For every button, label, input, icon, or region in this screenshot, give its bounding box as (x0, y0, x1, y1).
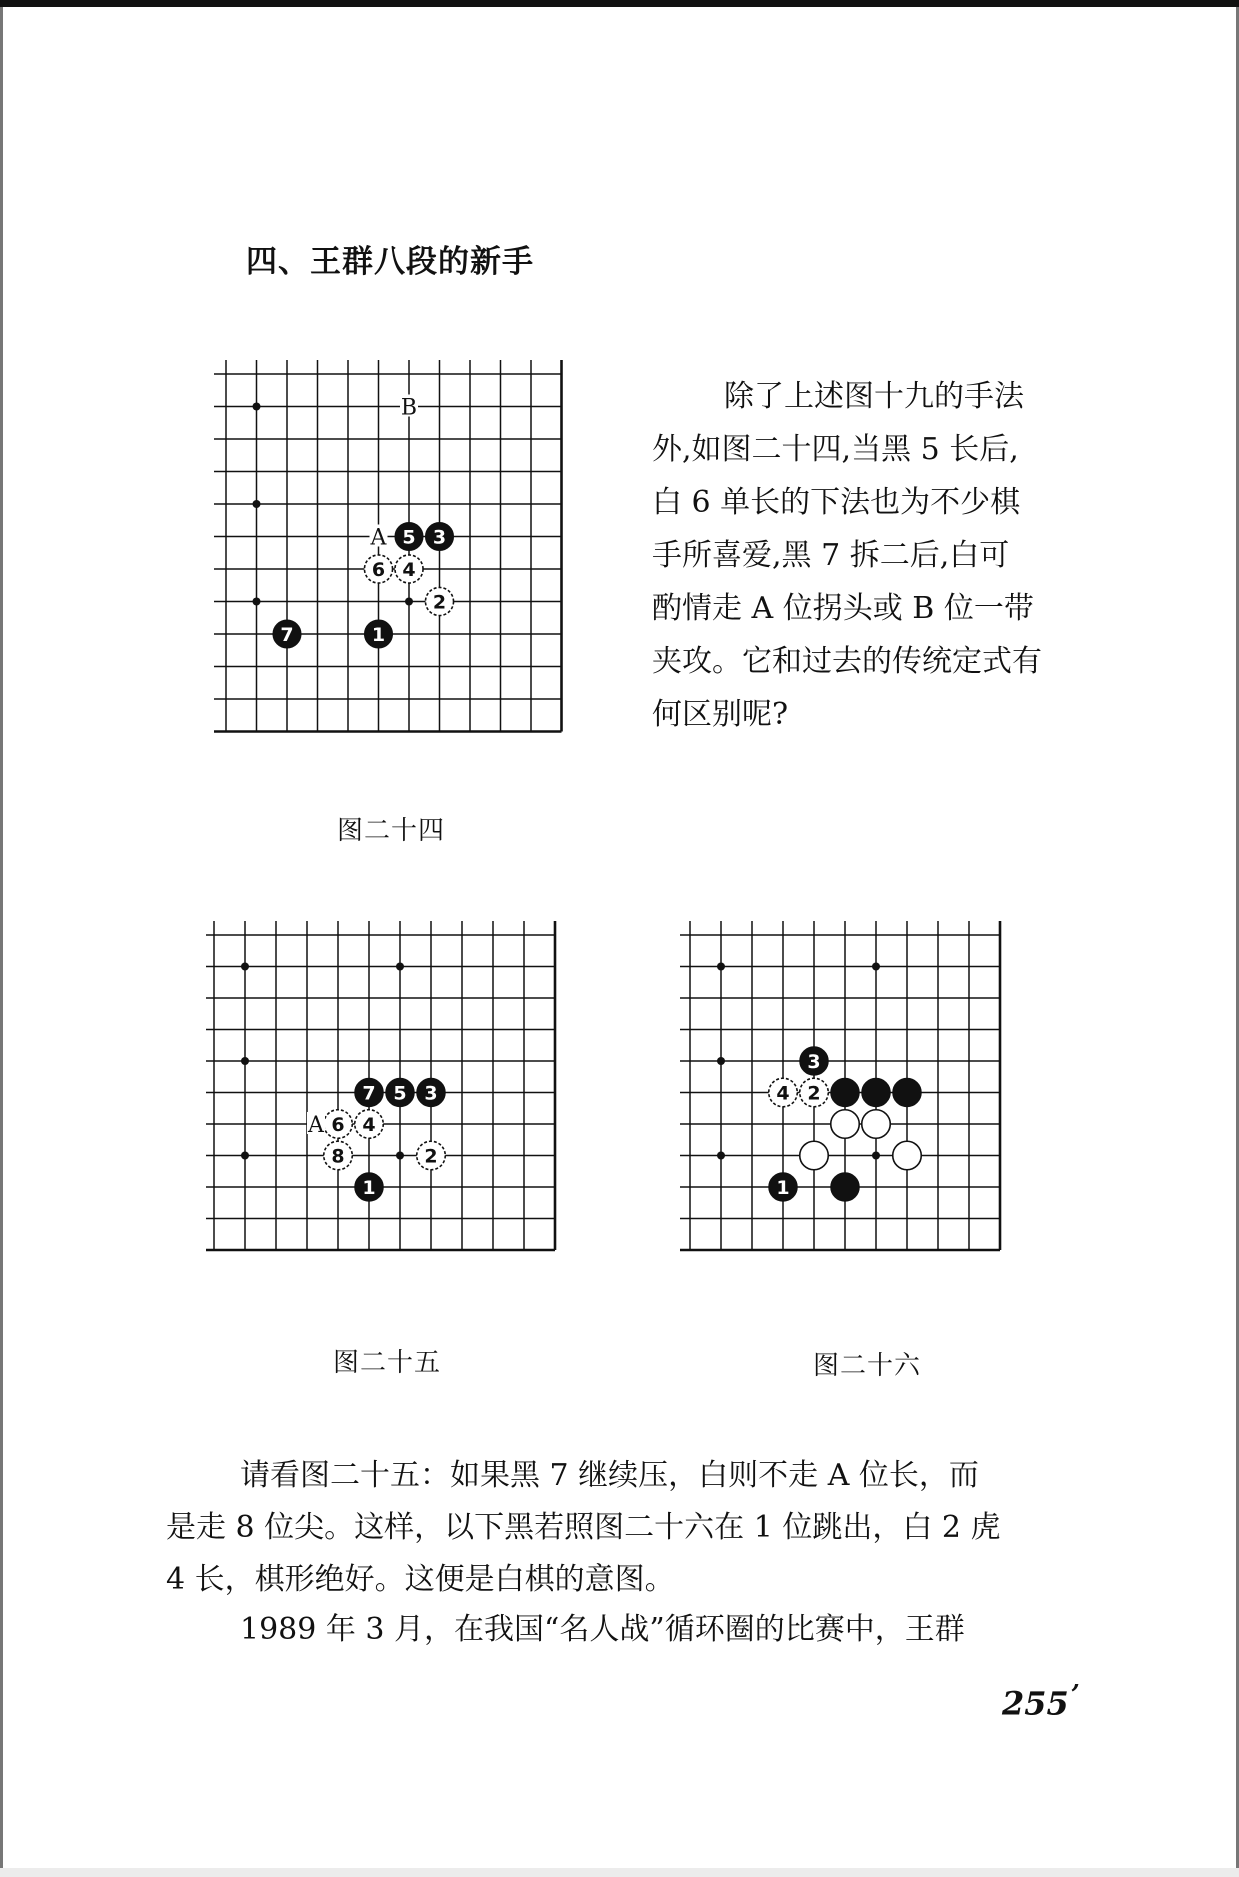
black-stone (417, 1078, 446, 1107)
board-mark: A (370, 525, 387, 551)
star-point (717, 1152, 725, 1160)
figure-caption-26: 图二十六 (813, 1351, 922, 1381)
white-stone (893, 1141, 922, 1170)
star-point (241, 1057, 249, 1065)
figure-caption-24: 图二十四 (337, 816, 446, 846)
stone-label: 5 (393, 1082, 407, 1105)
white-stone (800, 1141, 829, 1170)
white-stone (769, 1078, 798, 1107)
white-stone (831, 1110, 860, 1139)
stone-label: 3 (432, 526, 447, 549)
black-stone (355, 1173, 384, 1202)
star-point (405, 598, 413, 606)
board-mark: A (308, 1113, 324, 1138)
black-stone (769, 1173, 798, 1202)
black-stone (364, 620, 392, 648)
side-line: 外,如图二十四,当黑 5 长后, (652, 432, 1019, 467)
stone-label: 1 (362, 1177, 376, 1199)
go-diagram-figure-26 (680, 921, 1052, 1291)
black-stone (355, 1078, 384, 1107)
black-stone (425, 522, 453, 550)
page-bottom-edge (0, 1868, 1239, 1877)
stone-label: 4 (362, 1114, 376, 1136)
body-line: 是走 8 位尖。这样，以下黑若照图二十六在 1 位跳出，白 2 虎 (166, 1510, 1001, 1545)
stone-label: 4 (776, 1082, 790, 1105)
stone-label: 7 (280, 624, 294, 646)
stone-label: 2 (424, 1145, 438, 1168)
side-line: 除了上述图十九的手法 (724, 379, 1024, 414)
white-stone (324, 1110, 353, 1139)
side-line: 白 6 单长的下法也为不少棋 (652, 485, 1021, 520)
star-point (253, 598, 261, 606)
stone-label: 2 (432, 591, 447, 614)
star-point (241, 1152, 249, 1160)
go-diagram-figure-24 (214, 360, 580, 760)
star-point (872, 963, 880, 971)
star-point (253, 403, 261, 411)
go-diagram-figure-25 (206, 921, 576, 1291)
top-rule (0, 0, 1239, 7)
black-stone (273, 620, 301, 648)
star-point (253, 500, 261, 508)
side-line: 何区别呢? (652, 697, 789, 732)
body-paragraph (166, 1450, 1096, 1606)
side-line: 夹攻。它和过去的传统定式有 (652, 644, 1042, 679)
white-stone (800, 1078, 829, 1107)
stone-label: 1 (371, 624, 386, 646)
board-grid (214, 360, 562, 732)
black-stone (395, 522, 423, 550)
stone-label: 7 (362, 1082, 376, 1105)
body-paragraph (166, 1604, 1096, 1656)
side-line: 酌情走 A 位拐头或 B 位一带 (652, 591, 1034, 626)
stone-label: 3 (807, 1051, 821, 1073)
stone-label: 5 (402, 526, 416, 549)
black-stone (862, 1078, 891, 1107)
black-stone (831, 1173, 860, 1202)
stone-label: 1 (776, 1177, 790, 1199)
white-stone (324, 1141, 353, 1170)
white-stone (417, 1141, 446, 1170)
stone-label: 6 (371, 559, 386, 581)
star-point (872, 1152, 880, 1160)
black-stone (893, 1078, 922, 1107)
black-stone (831, 1078, 860, 1107)
stone-label: 2 (807, 1082, 821, 1105)
body-line: 1989 年 3 月，在我国“名人战”循环圈的比赛中，王群 (240, 1612, 965, 1647)
black-stone (386, 1078, 415, 1107)
board-mark: B (400, 395, 418, 421)
black-stone (800, 1047, 829, 1076)
body-line: 请看图二十五：如果黑 7 继续压，白则不走 A 位长，而 (240, 1458, 979, 1493)
white-stone (364, 555, 392, 583)
star-point (717, 1057, 725, 1065)
stone-label: 3 (424, 1082, 438, 1105)
section-heading: 四、王群八段的新手 (246, 244, 534, 280)
white-stone (355, 1110, 384, 1139)
white-stone (425, 587, 453, 615)
star-point (717, 963, 725, 971)
side-paragraph (652, 370, 1100, 741)
figure-caption-25: 图二十五 (333, 1348, 442, 1378)
stone-label: 8 (331, 1145, 345, 1168)
white-stone (395, 555, 423, 583)
stone-label: 4 (402, 559, 416, 581)
star-point (241, 963, 249, 971)
stone-label: 6 (331, 1114, 345, 1136)
star-point (396, 1152, 404, 1160)
white-stone (862, 1110, 891, 1139)
page-number: 255 ’ (1002, 1680, 1080, 1723)
side-line: 手所喜爱,黑 7 拆二后,白可 (652, 538, 1010, 573)
star-point (396, 963, 404, 971)
body-line: 4 长，棋形绝好。这便是白棋的意图。 (166, 1562, 675, 1597)
